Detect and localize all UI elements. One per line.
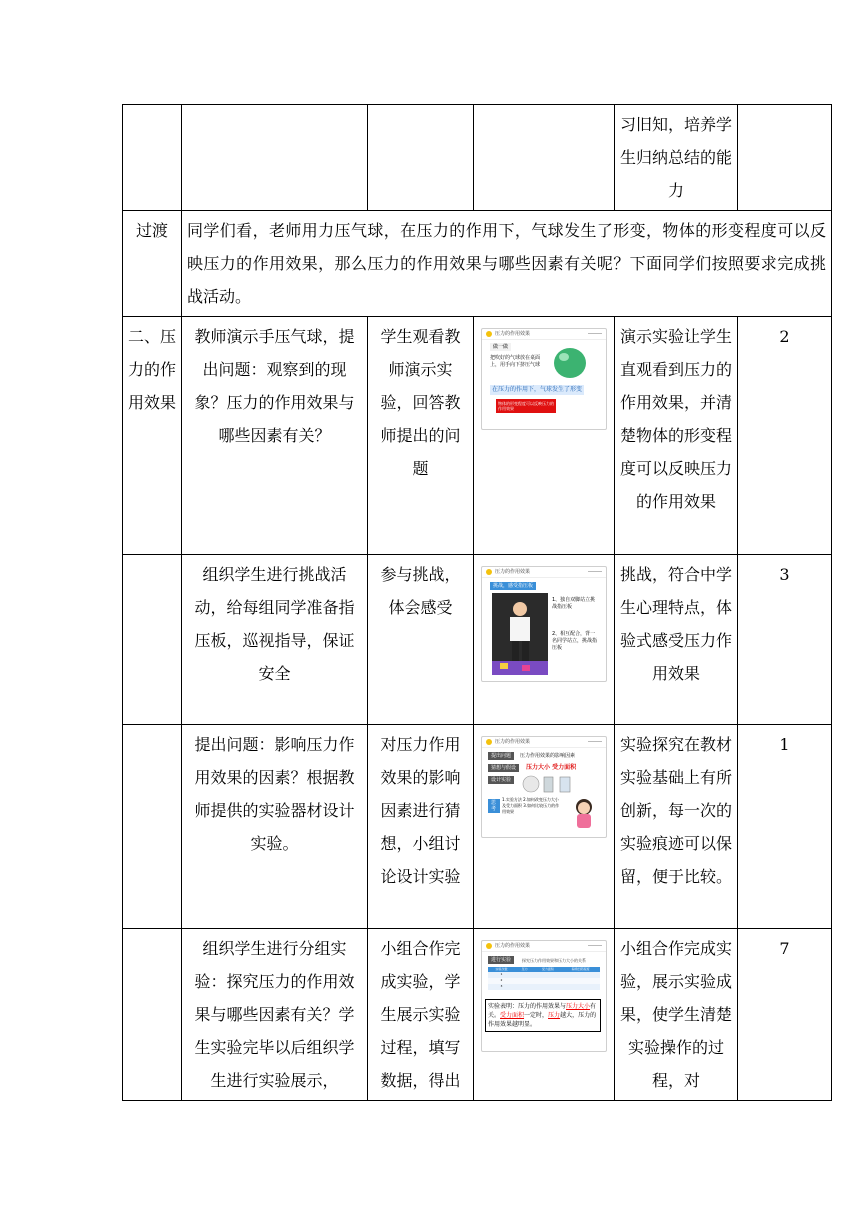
time-cell: 3	[738, 555, 832, 725]
slide-item: 2、相互配合，背一名同学站立，挑战指压板	[552, 631, 598, 651]
stage-cell	[123, 555, 182, 725]
media-cell	[474, 105, 615, 211]
design-intent-cell: 小组合作完成实验，展示实验成果，使学生清楚实验操作的过程，对	[615, 929, 738, 1101]
slide-logo-icon	[486, 943, 492, 949]
slide-conclusion: 实验表明：压力的作用效果与压力大小有关。受力面积一定时，压力越大，压力的作用效果越明显。	[485, 999, 601, 1032]
time-cell: 2	[738, 317, 832, 555]
slide-tag: 进行实验	[488, 956, 514, 964]
slide-tag: 挑战，感受指压板	[490, 582, 536, 590]
student-photo-icon	[492, 593, 548, 675]
student-activity-cell: 参与挑战，体会感受	[368, 555, 474, 725]
slide-thumbnail	[481, 328, 607, 430]
teacher-activity-cell: 教师演示手压气球，提出问题：观察到的现象？压力的作用效果与哪些因素有关？	[182, 317, 368, 555]
table-row	[123, 105, 832, 211]
slide-heading: 探究压力作用效果和压力大小的关系	[522, 958, 586, 963]
slide-hypothesis: 压力大小 受力面积	[526, 764, 577, 771]
equipment-icon	[522, 775, 572, 793]
slide-tag: 做一做	[490, 343, 511, 351]
teacher-activity-cell	[182, 105, 368, 211]
media-cell	[474, 555, 615, 725]
student-activity-cell	[368, 105, 474, 211]
table-row	[123, 725, 832, 929]
slide-red-note: 物体的形变程度可以反映压力的作用效果	[498, 401, 554, 411]
teacher-activity-cell: 组织学生进行挑战活动，给每组同学准备指压板，巡视指导，保证安全	[182, 555, 368, 725]
slide-tag: 猜想与假设	[488, 764, 519, 772]
transition-text: 同学们看，老师用力压气球，在压力的作用下，气球发生了形变，物体的形变程度可以反映压力的作用效果，那么压力的作用效果与哪些因素有关呢？下面同学们按照要求完成挑战活动。	[182, 211, 832, 317]
time-cell: 1	[738, 725, 832, 929]
table-row	[123, 555, 832, 725]
slide-body: 把吹好的气球放在桌面上，用手向下挤压气球	[490, 355, 541, 368]
slide-tag: 提出问题	[488, 752, 514, 760]
transition-label: 过渡	[123, 211, 182, 317]
stage-cell	[123, 105, 182, 211]
teacher-activity-cell: 组织学生进行分组实验：探究压力的作用效果与哪些因素有关？学生实验完毕以后组织学生进行实验展示，	[182, 929, 368, 1101]
design-intent-cell: 习旧知，培养学生归纳总结的能力	[615, 105, 738, 211]
design-intent-cell: 挑战，符合中学生心理特点，体验式感受压力作用效果	[615, 555, 738, 725]
student-activity-cell: 小组合作完成实验，学生展示实验过程，填写数据，得出	[368, 929, 474, 1101]
slide-question: 压力作用效果的影响因素	[520, 753, 576, 759]
design-intent-cell: 实验探究在教材实验基础上有所创新，每一次的实验痕迹可以保留，便于比较。	[615, 725, 738, 929]
slide-tag: 设计实验	[488, 776, 514, 784]
slide-tag: 思考	[488, 799, 500, 813]
table-row	[123, 929, 832, 1101]
slide-logo-icon	[486, 739, 492, 745]
lesson-plan-table	[122, 104, 832, 1101]
cartoon-girl-icon	[570, 797, 598, 829]
student-activity-cell: 学生观看教师演示实验，回答教师提出的问题	[368, 317, 474, 555]
stage-cell	[123, 929, 182, 1101]
media-cell	[474, 929, 615, 1101]
stage-cell: 二、压力的作用效果	[123, 317, 182, 555]
slide-thumbnail	[481, 566, 607, 682]
slide-item: 1、独自双脚站立挑战指压板	[552, 597, 596, 610]
slide-title: 压力的作用效果	[495, 943, 531, 949]
slide-think: 1.实验方法 2.如何改变压力大小及受力面积 3.如何比较压力的作用效果	[502, 797, 560, 814]
slide-logo-icon	[486, 331, 492, 337]
slide-data-table: 实验次数 压力 受力面积 海绵凹陷程度 1 2 3	[488, 967, 600, 990]
media-cell	[474, 317, 615, 555]
slide-title: 压力的作用效果	[495, 739, 531, 745]
stage-cell	[123, 725, 182, 929]
table-row	[123, 211, 832, 317]
slide-logo-icon	[486, 569, 492, 575]
slide-thumbnail	[481, 736, 607, 838]
table-row	[123, 317, 832, 555]
time-cell: 7	[738, 929, 832, 1101]
slide-title: 压力的作用效果	[495, 569, 531, 575]
time-cell	[738, 105, 832, 211]
teacher-activity-cell: 提出问题：影响压力作用效果的因素？根据教师提供的实验器材设计实验。	[182, 725, 368, 929]
slide-title: 压力的作用效果	[495, 331, 531, 337]
student-activity-cell: 对压力作用效果的影响因素进行猜想，小组讨论设计实验	[368, 725, 474, 929]
slide-caption: 在压力的作用下，气球发生了形变	[492, 386, 583, 393]
balloon-icon	[552, 345, 588, 381]
media-cell	[474, 725, 615, 929]
slide-thumbnail	[481, 940, 607, 1052]
design-intent-cell: 演示实验让学生直观看到压力的作用效果，并清楚物体的形变程度可以反映压力的作用效果	[615, 317, 738, 555]
